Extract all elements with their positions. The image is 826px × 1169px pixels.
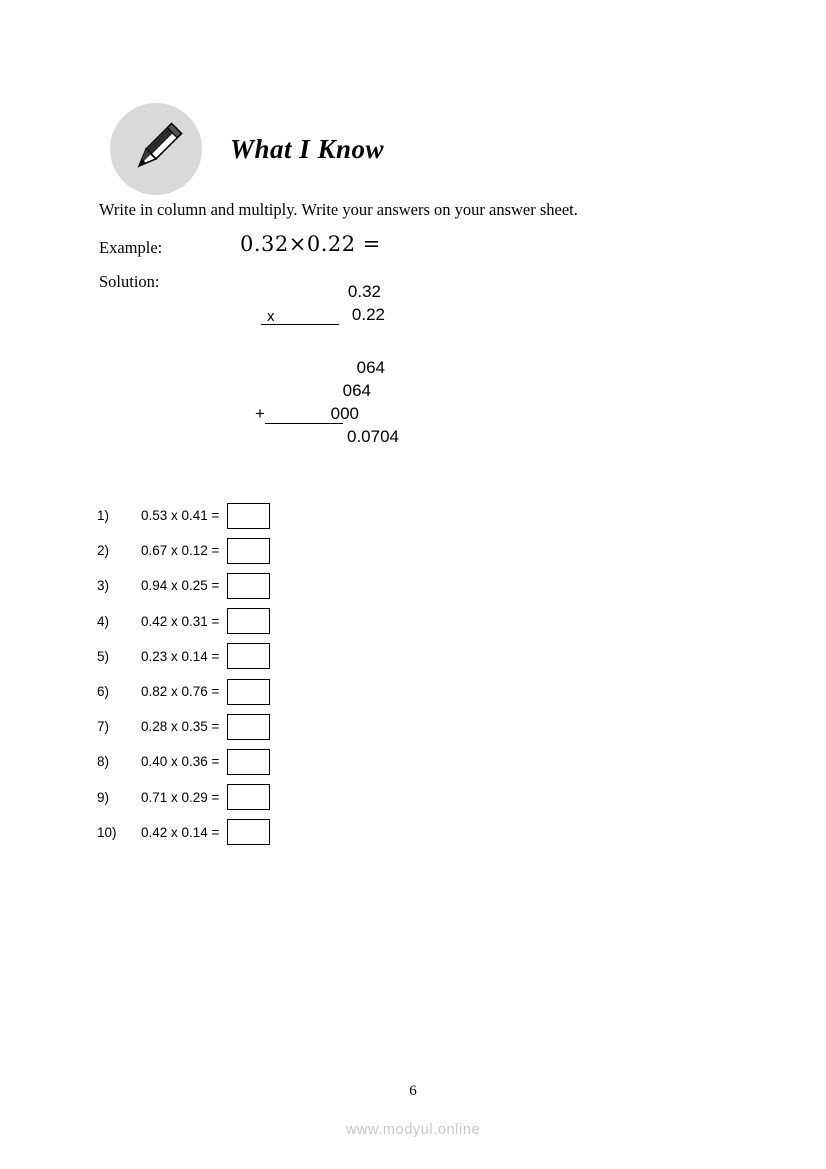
solution-partial-1: 064	[356, 358, 385, 377]
problem-text: 0.40 x 0.36 =	[141, 754, 220, 770]
problem-text: 0.53 x 0.41 =	[141, 508, 220, 524]
problem-index: 1)	[97, 508, 110, 524]
example-label: Example:	[99, 238, 163, 257]
problem-text: 0.94 x 0.25 =	[141, 578, 220, 594]
list-item	[97, 498, 270, 533]
list-item	[97, 568, 270, 603]
times-operator: x	[267, 308, 275, 325]
instruction-text: Write in column and multiply. Write your answers on your answer sheet.	[99, 200, 578, 219]
problem-index: 4)	[97, 613, 110, 629]
problem-index: 10)	[97, 824, 117, 840]
solution-spacer	[255, 326, 455, 356]
problem-index: 7)	[97, 719, 110, 735]
problem-index: 2)	[97, 543, 110, 559]
solution-partial-2-row	[255, 379, 455, 402]
problem-text: 0.82 x 0.76 =	[141, 684, 220, 700]
answer-box[interactable]	[227, 608, 270, 634]
list-item	[97, 674, 270, 709]
solution-partial-3-row	[255, 402, 455, 425]
answer-box[interactable]	[227, 573, 270, 599]
solution-product: 0.0704	[347, 427, 399, 446]
solution-multiplier-row	[255, 303, 455, 326]
answer-box[interactable]	[227, 749, 270, 775]
page-number: 6	[409, 1083, 417, 1099]
problem-index: 6)	[97, 684, 110, 700]
watermark: www.modyul.online	[345, 1122, 481, 1138]
worked-solution	[255, 280, 455, 448]
list-item	[97, 533, 270, 568]
page-title: What I Know	[230, 133, 385, 164]
list-item	[97, 639, 270, 674]
answer-box[interactable]	[227, 679, 270, 705]
problem-list	[97, 498, 270, 850]
list-item	[97, 709, 270, 744]
solution-multiplier: 0.22	[351, 305, 385, 324]
problem-text: 0.42 x 0.31 =	[141, 613, 220, 629]
example-expression: 0.32×0.22 =	[240, 232, 381, 256]
answer-box[interactable]	[227, 714, 270, 740]
problem-index: 5)	[97, 648, 110, 664]
problem-text: 0.67 x 0.12 =	[141, 543, 220, 559]
plus-operator: +	[255, 404, 265, 423]
problem-index: 8)	[97, 754, 110, 770]
answer-box[interactable]	[227, 643, 270, 669]
solution-rule-2	[265, 423, 343, 424]
solution-partial-2: 064	[342, 381, 371, 400]
list-item	[97, 744, 270, 779]
solution-multiplicand-row	[255, 280, 455, 303]
solution-label: Solution:	[99, 272, 160, 291]
problem-text: 0.28 x 0.35 =	[141, 719, 220, 735]
pencil-icon	[110, 103, 202, 195]
problem-text: 0.42 x 0.14 =	[141, 824, 220, 840]
problem-index: 9)	[97, 789, 110, 805]
list-item	[97, 604, 270, 639]
answer-box[interactable]	[227, 503, 270, 529]
problem-text: 0.23 x 0.14 =	[141, 648, 220, 664]
list-item	[97, 815, 270, 850]
solution-multiplicand: 0.32	[347, 282, 381, 301]
answer-box[interactable]	[227, 819, 270, 845]
list-item	[97, 780, 270, 815]
problem-text: 0.71 x 0.29 =	[141, 789, 220, 805]
solution-rule-1	[261, 324, 339, 325]
problem-index: 3)	[97, 578, 110, 594]
answer-box[interactable]	[227, 538, 270, 564]
solution-partial-3: 000	[330, 404, 359, 423]
page-header	[110, 103, 384, 195]
answer-box[interactable]	[227, 784, 270, 810]
solution-partial-1-row	[255, 356, 455, 379]
solution-product-row	[255, 425, 455, 448]
